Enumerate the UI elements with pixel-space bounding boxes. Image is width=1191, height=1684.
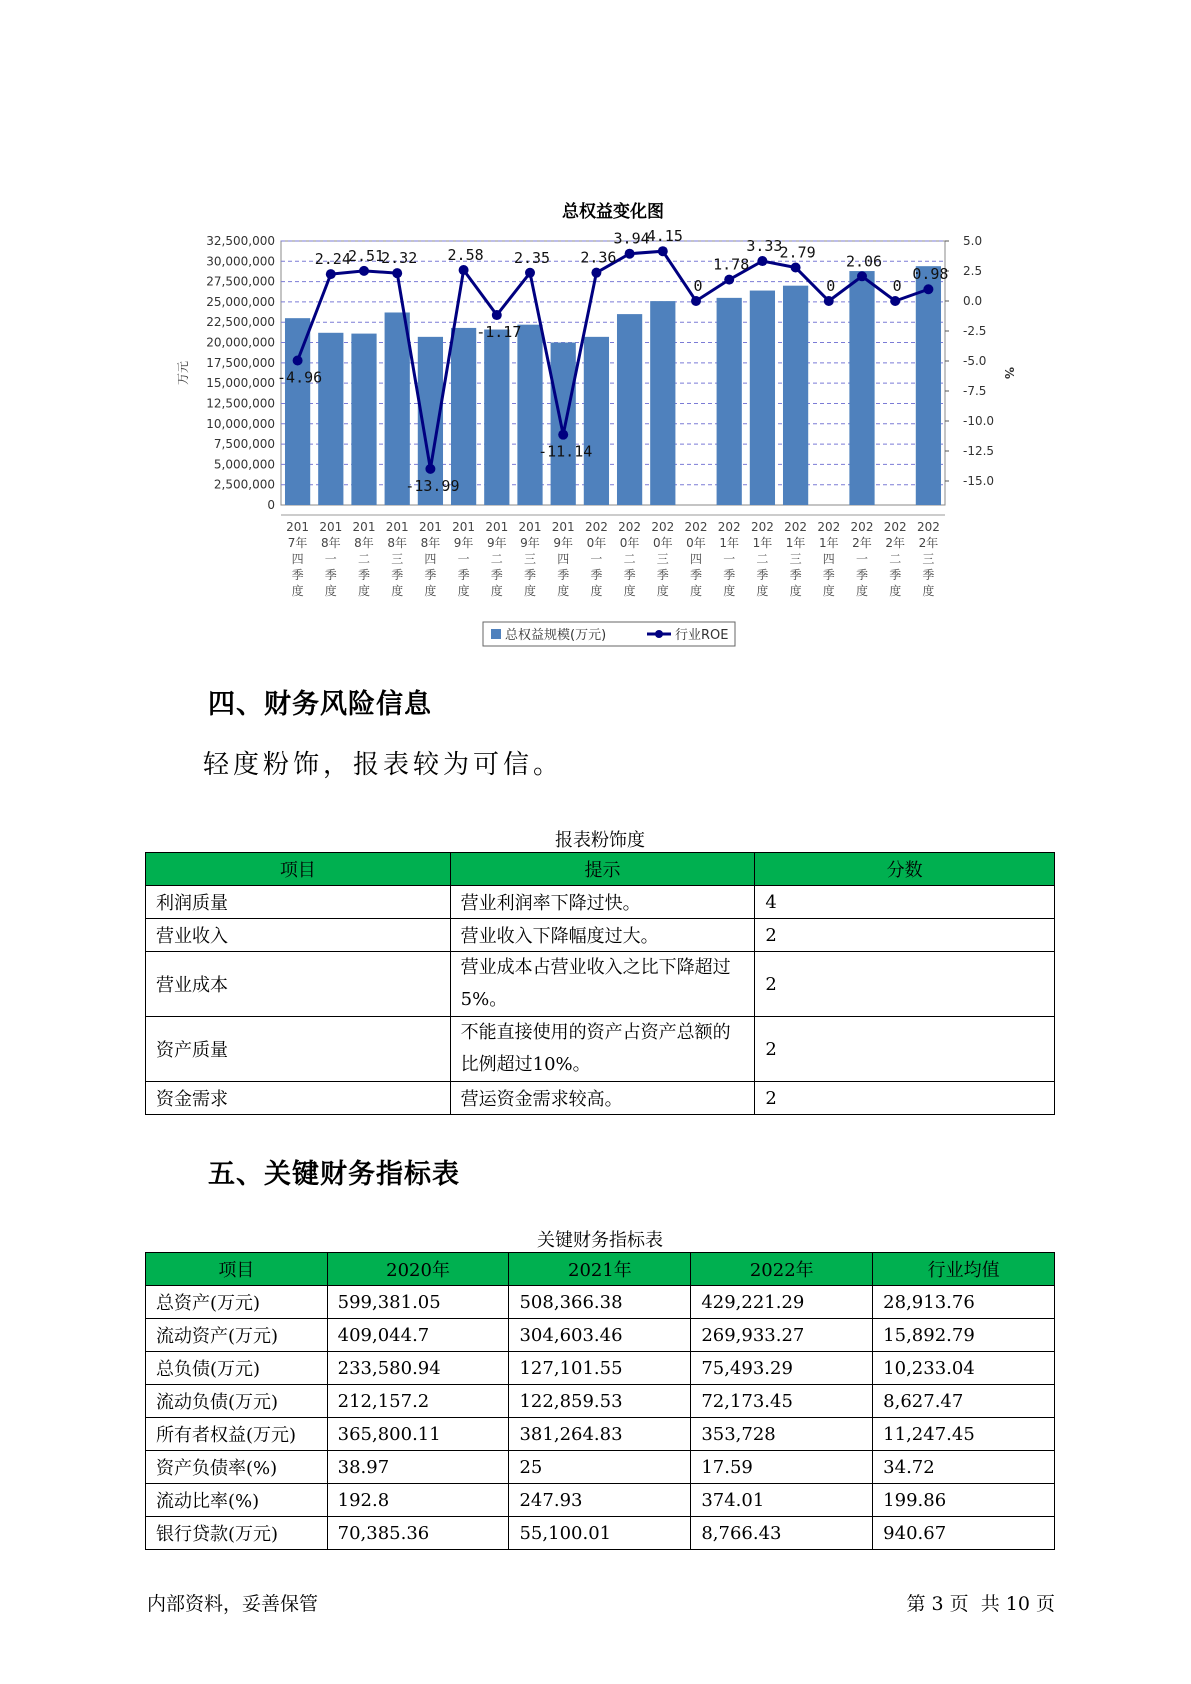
table-cell: 70,385.36 xyxy=(327,1517,509,1550)
table-cell: 269,933.27 xyxy=(691,1319,873,1352)
table-cell: 304,603.46 xyxy=(509,1319,691,1352)
table-cell: 508,366.38 xyxy=(509,1286,691,1319)
x-tick-label: 2年 xyxy=(852,536,872,550)
roe-point xyxy=(459,265,469,275)
header-cell: 提示 xyxy=(450,853,755,886)
table-cell: 25 xyxy=(509,1451,691,1484)
y-left-tick-label: 15,000,000 xyxy=(206,376,275,391)
x-tick-label: 度 xyxy=(324,584,337,598)
roe-data-label: 0 xyxy=(892,277,902,295)
x-tick-label: 201 xyxy=(352,520,376,534)
x-tick-label: 1年 xyxy=(818,536,839,550)
x-tick-label: 201 xyxy=(418,520,442,534)
table-cell: 总负债(万元) xyxy=(146,1352,328,1385)
table-cell: 营业利润率下降过快。 xyxy=(450,886,755,919)
x-tick-label: 二 xyxy=(357,552,371,566)
x-tick-label: 四 xyxy=(291,552,304,566)
x-tick-label: 9年 xyxy=(486,536,507,550)
x-tick-label: 度 xyxy=(623,584,636,598)
y-right-tick-label: -7.5 xyxy=(963,384,987,398)
x-tick-label: 度 xyxy=(391,584,404,598)
table-cell: 75,493.29 xyxy=(691,1352,873,1385)
roe-data-label: 2.36 xyxy=(580,248,617,267)
bar xyxy=(484,330,509,505)
table-cell: 122,859.53 xyxy=(509,1385,691,1418)
x-tick-label: 202 xyxy=(784,520,808,534)
x-tick-label: 1年 xyxy=(785,536,806,550)
x-tick-label: 度 xyxy=(557,584,570,598)
footer-page-number: 第 3 页 共 10 页 xyxy=(906,1593,1055,1615)
x-tick-label: 度 xyxy=(357,584,371,598)
x-tick-label: 四 xyxy=(822,552,835,566)
table-cell: 127,101.55 xyxy=(509,1352,691,1385)
roe-data-label: 0 xyxy=(826,277,836,295)
x-tick-label: 季 xyxy=(756,568,769,582)
table-header-row xyxy=(146,853,1055,886)
x-tick-label: 季 xyxy=(457,568,470,582)
table-cell: 55,100.01 xyxy=(509,1517,691,1550)
roe-point xyxy=(625,249,635,259)
x-tick-label: 季 xyxy=(557,568,570,582)
y-left-tick-label: 10,000,000 xyxy=(206,416,275,431)
x-tick-label: 度 xyxy=(756,584,769,598)
table-cell: 381,264.83 xyxy=(509,1418,691,1451)
y-left-axis-title: 万元 xyxy=(176,360,190,386)
roe-point xyxy=(558,430,568,440)
table-row xyxy=(146,919,1055,952)
x-tick-label: 一 xyxy=(457,552,470,566)
x-tick-label: 1年 xyxy=(719,536,740,550)
table-cell: 365,800.11 xyxy=(327,1418,509,1451)
x-tick-label: 度 xyxy=(822,584,835,598)
y-left-tick-label: 17,500,000 xyxy=(206,355,275,370)
y-left-tick-label: 12,500,000 xyxy=(206,396,275,411)
x-tick-label: 季 xyxy=(291,568,304,582)
x-tick-label: 201 xyxy=(385,520,409,534)
x-tick-label: 度 xyxy=(656,584,669,598)
bar xyxy=(617,314,642,505)
bar xyxy=(517,325,542,505)
x-tick-label: 季 xyxy=(689,568,703,582)
y-right-tick-label: 5.0 xyxy=(963,234,983,248)
x-tick-label: 0年 xyxy=(619,536,640,550)
roe-point xyxy=(724,275,734,285)
bar xyxy=(750,291,775,505)
table-cell: 总资产(万元) xyxy=(146,1286,328,1319)
roe-data-label: 2.51 xyxy=(347,246,385,265)
roe-point xyxy=(492,310,502,320)
table-cell: 资产质量 xyxy=(146,1017,451,1082)
table-cell: 409,044.7 xyxy=(327,1319,509,1352)
x-tick-label: 9年 xyxy=(453,536,474,550)
x-tick-label: 一 xyxy=(723,552,736,566)
x-tick-label: 四 xyxy=(689,552,703,566)
table-cell: 940.67 xyxy=(873,1517,1055,1550)
table-cell: 11,247.45 xyxy=(873,1418,1055,1451)
x-tick-label: 度 xyxy=(855,584,869,598)
table-row xyxy=(146,1418,1055,1451)
table-cell: 4 xyxy=(755,886,1055,919)
x-tick-label: 度 xyxy=(523,584,537,598)
x-tick-label: 2年 xyxy=(918,536,939,550)
roe-point xyxy=(359,266,369,276)
x-tick-label: 三 xyxy=(523,552,537,566)
x-tick-label: 8年 xyxy=(354,536,374,550)
table-row xyxy=(146,1352,1055,1385)
roe-point xyxy=(591,268,601,278)
x-tick-label: 9年 xyxy=(520,536,540,550)
header-cell: 项目 xyxy=(146,853,451,886)
table-cell: 17.59 xyxy=(691,1451,873,1484)
indicator-table xyxy=(145,1252,1055,1550)
x-tick-label: 201 xyxy=(551,520,575,534)
legend-line-label: 行业ROE xyxy=(675,628,729,643)
x-tick-label: 季 xyxy=(523,568,537,582)
y-left-tick-label: 20,000,000 xyxy=(206,335,275,350)
roe-data-label: 2.35 xyxy=(513,248,551,267)
y-right-tick-label: -2.5 xyxy=(963,324,987,338)
x-tick-label: 季 xyxy=(623,568,636,582)
table-cell: 353,728 xyxy=(691,1418,873,1451)
table-cell: 599,381.05 xyxy=(327,1286,509,1319)
x-tick-label: 0年 xyxy=(652,536,673,550)
table-row xyxy=(146,1017,1055,1082)
table-row xyxy=(146,886,1055,919)
x-tick-label: 季 xyxy=(855,568,869,582)
table-cell: 流动资产(万元) xyxy=(146,1319,328,1352)
roe-point xyxy=(791,263,801,273)
x-tick-label: 9年 xyxy=(553,536,574,550)
table-cell: 不能直接使用的资产占资产总额的比例超过10%。 xyxy=(450,1017,755,1082)
y-left-tick-label: 2,500,000 xyxy=(213,477,275,492)
table-cell: 192.8 xyxy=(327,1484,509,1517)
section4-summary: 轻度粉饰，报表较为可信。 xyxy=(203,750,564,780)
table-row xyxy=(146,1082,1055,1115)
bar xyxy=(351,334,376,505)
x-tick-label: 季 xyxy=(391,568,404,582)
roe-data-label: 0 xyxy=(693,277,703,295)
x-tick-label: 202 xyxy=(850,520,874,534)
table-cell: 38.97 xyxy=(327,1451,509,1484)
x-tick-label: 202 xyxy=(651,520,675,534)
roe-point xyxy=(824,296,834,306)
x-tick-label: 三 xyxy=(922,552,935,566)
legend-line-marker xyxy=(655,630,663,638)
roe-data-label: 4.15 xyxy=(646,227,683,246)
y-left-tick-label: 0 xyxy=(267,498,275,512)
x-tick-label: 8年 xyxy=(320,536,341,550)
roe-point xyxy=(525,268,535,278)
table-cell: 资金需求 xyxy=(146,1082,451,1115)
x-tick-label: 202 xyxy=(750,520,774,534)
roe-point xyxy=(392,268,402,278)
x-tick-label: 7年 xyxy=(287,536,308,550)
x-tick-label: 201 xyxy=(452,520,476,534)
roe-data-label: -4.96 xyxy=(277,368,323,387)
roe-data-label: -1.17 xyxy=(476,323,522,342)
x-tick-label: 三 xyxy=(656,552,669,566)
x-tick-label: 二 xyxy=(756,552,769,566)
roe-data-label: 2.24 xyxy=(314,250,351,269)
x-tick-label: 度 xyxy=(789,584,802,598)
bar xyxy=(551,343,576,505)
table-cell: 2 xyxy=(755,952,1055,1017)
header-cell: 行业均值 xyxy=(873,1253,1055,1286)
x-tick-label: 202 xyxy=(584,520,608,534)
legend-bar-swatch xyxy=(491,629,501,639)
roe-point xyxy=(923,284,933,294)
equity-chart xyxy=(165,195,1045,665)
x-tick-label: 季 xyxy=(922,568,935,582)
section5-heading: 五、关键财务指标表 xyxy=(208,1159,460,1190)
roe-data-label: 3.33 xyxy=(746,237,783,256)
y-left-tick-label: 22,500,000 xyxy=(206,315,275,330)
roe-data-label: 2.79 xyxy=(779,243,816,262)
header-cell: 分数 xyxy=(755,853,1055,886)
table-cell: 2 xyxy=(755,1082,1055,1115)
x-tick-label: 二 xyxy=(623,552,636,566)
header-cell: 2021年 xyxy=(509,1253,691,1286)
table-cell: 247.93 xyxy=(509,1484,691,1517)
bar xyxy=(717,298,742,505)
table-cell: 流动比率(%) xyxy=(146,1484,328,1517)
x-tick-label: 202 xyxy=(916,520,940,534)
x-tick-label: 1年 xyxy=(752,536,773,550)
x-tick-label: 度 xyxy=(889,584,902,598)
table-cell: 所有者权益(万元) xyxy=(146,1418,328,1451)
table-cell: 28,913.76 xyxy=(873,1286,1055,1319)
table-row xyxy=(146,1286,1055,1319)
table-cell: 流动负债(万元) xyxy=(146,1385,328,1418)
x-tick-label: 202 xyxy=(618,520,642,534)
roe-point xyxy=(425,464,435,474)
table-cell: 212,157.2 xyxy=(327,1385,509,1418)
y-left-tick-label: 5,000,000 xyxy=(213,457,275,472)
table-cell: 72,173.45 xyxy=(691,1385,873,1418)
header-cell: 项目 xyxy=(146,1253,328,1286)
y-left-tick-label: 7,500,000 xyxy=(213,437,275,452)
x-tick-label: 202 xyxy=(717,520,741,534)
legend-bar-label: 总权益规模(万元) xyxy=(505,628,607,643)
table-cell: 199.86 xyxy=(873,1484,1055,1517)
y-right-tick-label: -10.0 xyxy=(963,414,995,428)
x-tick-label: 8年 xyxy=(420,536,441,550)
roe-point xyxy=(890,296,900,306)
table-cell: 营业成本占营业收入之比下降超过5%。 xyxy=(450,952,755,1017)
x-tick-label: 0年 xyxy=(586,536,607,550)
x-tick-label: 201 xyxy=(319,520,343,534)
roe-data-label: -13.99 xyxy=(405,476,460,495)
x-tick-label: 202 xyxy=(883,520,907,534)
table-cell: 利润质量 xyxy=(146,886,451,919)
x-tick-label: 度 xyxy=(922,584,935,598)
table-cell: 资产负债率(%) xyxy=(146,1451,328,1484)
roe-point xyxy=(691,296,701,306)
bar xyxy=(318,333,343,505)
x-tick-label: 8年 xyxy=(387,536,408,550)
x-tick-label: 度 xyxy=(723,584,736,598)
x-tick-label: 2年 xyxy=(885,536,906,550)
header-cell: 2020年 xyxy=(327,1253,509,1286)
table-cell: 营运资金需求较高。 xyxy=(450,1082,755,1115)
indicator-table-caption: 关键财务指标表 xyxy=(537,1230,663,1251)
x-tick-label: 一 xyxy=(324,552,337,566)
bar xyxy=(584,337,609,505)
roe-point xyxy=(857,271,867,281)
x-tick-label: 度 xyxy=(424,584,437,598)
x-tick-label: 一 xyxy=(590,552,603,566)
x-tick-label: 季 xyxy=(656,568,669,582)
x-tick-label: 四 xyxy=(424,552,437,566)
header-cell: 2022年 xyxy=(691,1253,873,1286)
table-row xyxy=(146,1385,1055,1418)
roe-point xyxy=(658,246,668,256)
x-tick-label: 度 xyxy=(590,584,603,598)
y-right-tick-label: 0.0 xyxy=(963,294,983,308)
table-cell: 2 xyxy=(755,919,1055,952)
table-cell: 233,580.94 xyxy=(327,1352,509,1385)
table-cell: 营业收入下降幅度过大。 xyxy=(450,919,755,952)
risk-table xyxy=(145,852,1055,1115)
bar xyxy=(285,318,310,505)
roe-data-label: 2.32 xyxy=(381,249,418,268)
table-header-row xyxy=(146,1253,1055,1286)
x-tick-label: 度 xyxy=(457,584,470,598)
table-cell: 8,627.47 xyxy=(873,1385,1055,1418)
x-tick-label: 二 xyxy=(889,552,902,566)
x-tick-label: 一 xyxy=(855,552,869,566)
roe-data-label: 2.06 xyxy=(845,252,883,271)
table-cell: 34.72 xyxy=(873,1451,1055,1484)
table-row xyxy=(146,952,1055,1017)
chart-title: 总权益变化图 xyxy=(562,202,664,222)
footer-confidential: 内部资料，妥善保管 xyxy=(147,1593,319,1615)
x-tick-label: 二 xyxy=(490,552,503,566)
y-right-tick-label: -5.0 xyxy=(963,354,987,368)
table-row xyxy=(146,1451,1055,1484)
roe-data-label: 3.94 xyxy=(613,229,650,248)
roe-data-label: 0.98 xyxy=(912,265,949,284)
x-tick-label: 季 xyxy=(324,568,337,582)
x-tick-label: 四 xyxy=(557,552,570,566)
y-right-axis-title: % xyxy=(1002,366,1016,380)
bar xyxy=(650,301,675,505)
x-tick-label: 202 xyxy=(684,520,708,534)
roe-data-label: -11.14 xyxy=(538,442,593,461)
table-cell: 营业收入 xyxy=(146,919,451,952)
x-tick-label: 度 xyxy=(490,584,503,598)
x-tick-label: 季 xyxy=(357,568,371,582)
risk-table-caption: 报表粉饰度 xyxy=(555,830,645,851)
section4-heading: 四、财务风险信息 xyxy=(208,689,432,720)
x-tick-label: 0年 xyxy=(686,536,706,550)
x-tick-label: 201 xyxy=(286,520,310,534)
x-tick-label: 201 xyxy=(518,520,542,534)
table-cell: 营业成本 xyxy=(146,952,451,1017)
x-tick-label: 季 xyxy=(889,568,902,582)
x-tick-label: 季 xyxy=(822,568,835,582)
bar xyxy=(916,266,941,505)
y-left-tick-label: 32,500,000 xyxy=(206,234,275,248)
y-right-tick-label: -12.5 xyxy=(963,444,995,458)
x-tick-label: 季 xyxy=(490,568,503,582)
x-tick-label: 季 xyxy=(424,568,437,582)
plot-area xyxy=(281,241,945,505)
x-tick-label: 202 xyxy=(817,520,841,534)
roe-point xyxy=(326,269,336,279)
table-row xyxy=(146,1517,1055,1550)
table-row xyxy=(146,1319,1055,1352)
x-tick-label: 三 xyxy=(789,552,802,566)
table-cell: 2 xyxy=(755,1017,1055,1082)
table-cell: 10,233.04 xyxy=(873,1352,1055,1385)
table-cell: 8,766.43 xyxy=(691,1517,873,1550)
table-cell: 15,892.79 xyxy=(873,1319,1055,1352)
x-tick-label: 季 xyxy=(723,568,736,582)
x-tick-label: 季 xyxy=(789,568,802,582)
bar xyxy=(783,286,808,505)
x-tick-label: 201 xyxy=(485,520,509,534)
x-tick-label: 度 xyxy=(291,584,304,598)
table-cell: 银行贷款(万元) xyxy=(146,1517,328,1550)
roe-data-label: 1.78 xyxy=(713,255,750,274)
table-row xyxy=(146,1484,1055,1517)
roe-point xyxy=(757,256,767,266)
y-right-tick-label: -15.0 xyxy=(963,474,995,488)
y-left-tick-label: 30,000,000 xyxy=(206,254,275,269)
table-cell: 429,221.29 xyxy=(691,1286,873,1319)
x-tick-label: 度 xyxy=(689,584,703,598)
y-right-tick-label: 2.5 xyxy=(963,264,983,278)
y-left-tick-label: 25,000,000 xyxy=(206,294,275,309)
x-tick-label: 三 xyxy=(391,552,404,566)
y-left-tick-label: 27,500,000 xyxy=(206,274,275,289)
roe-point xyxy=(293,356,303,366)
bar xyxy=(849,271,874,505)
roe-data-label: 2.58 xyxy=(447,246,484,265)
x-tick-label: 季 xyxy=(590,568,603,582)
table-cell: 374.01 xyxy=(691,1484,873,1517)
